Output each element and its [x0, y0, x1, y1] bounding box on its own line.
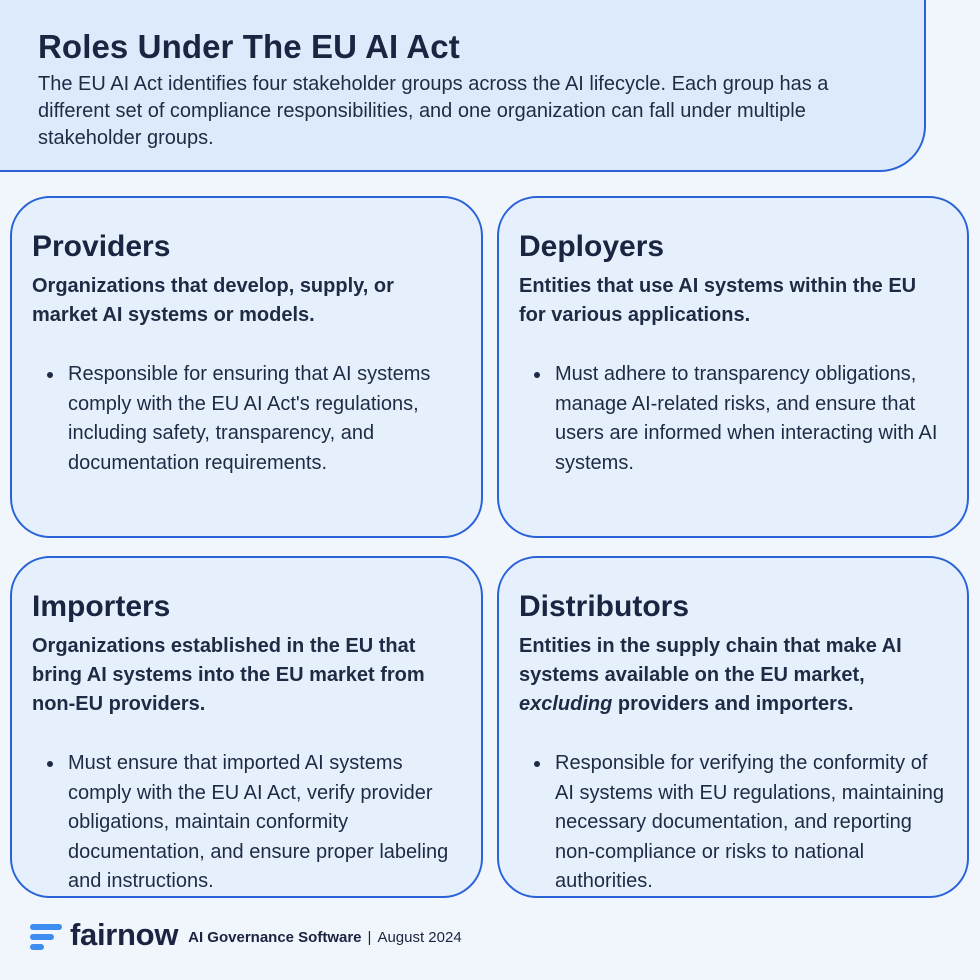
- bullet-list: [32, 749, 461, 897]
- card-subtitle: Organizations that develop, supply, or market AI systems or models.: [32, 275, 394, 326]
- bullet-list: [519, 749, 947, 897]
- card-title: Providers: [32, 230, 171, 263]
- page-title: Roles Under The EU AI Act: [38, 28, 460, 65]
- subtitle-part-2: providers and importers.: [612, 693, 854, 715]
- header-panel: [0, 0, 926, 172]
- card-title: Deployers: [519, 230, 665, 263]
- card-importers: [10, 556, 483, 898]
- tagline: AI Governance Software: [188, 928, 362, 946]
- subtitle-part-1: Entities in the supply chain that make AI systems available on the EU market,: [519, 635, 902, 686]
- bullet-item: Must adhere to transparency obligations, manage AI-related risks, and ensure that users are informed when interacting with AI systems.: [555, 360, 947, 478]
- card-deployers: [497, 196, 969, 538]
- bullet-item: Responsible for ensuring that AI systems comply with the EU AI Act's regulations, including safety, transparency, and documentation requirements.: [68, 360, 461, 478]
- subtitle-emphasis: excluding: [519, 693, 613, 715]
- bullet-item: Responsible for verifying the conformity of AI systems with EU regulations, maintaining necessary documentation, and reporting non-compliance or risks to national authorities.: [555, 749, 947, 897]
- card-title: Importers: [32, 590, 171, 623]
- bullet-list: [519, 360, 947, 478]
- footer: [30, 919, 462, 955]
- fairnow-logo-icon: [30, 922, 62, 952]
- card-title: Distributors: [519, 590, 690, 623]
- brand-name: fairnow: [70, 917, 179, 952]
- card-distributors: [497, 556, 969, 898]
- separator: |: [367, 928, 372, 946]
- card-providers: [10, 196, 483, 538]
- card-subtitle: Entities that use AI systems within the EU for various applications.: [519, 275, 917, 326]
- date: August 2024: [377, 928, 462, 946]
- page-description: The EU AI Act identifies four stakeholder groups across the AI lifecycle. Each group has a different set of compliance responsibilities, and one organization can fall under multiple stakeholder groups.: [38, 73, 829, 149]
- card-subtitle: Organizations established in the EU that bring AI systems into the EU market from non-EU providers.: [32, 635, 425, 715]
- card-subtitle: [519, 632, 947, 719]
- bullet-item: Must ensure that imported AI systems comply with the EU AI Act, verify provider obligations, maintain conformity documentation, and ensure proper labeling and instructions.: [68, 749, 461, 897]
- bullet-list: [32, 360, 461, 478]
